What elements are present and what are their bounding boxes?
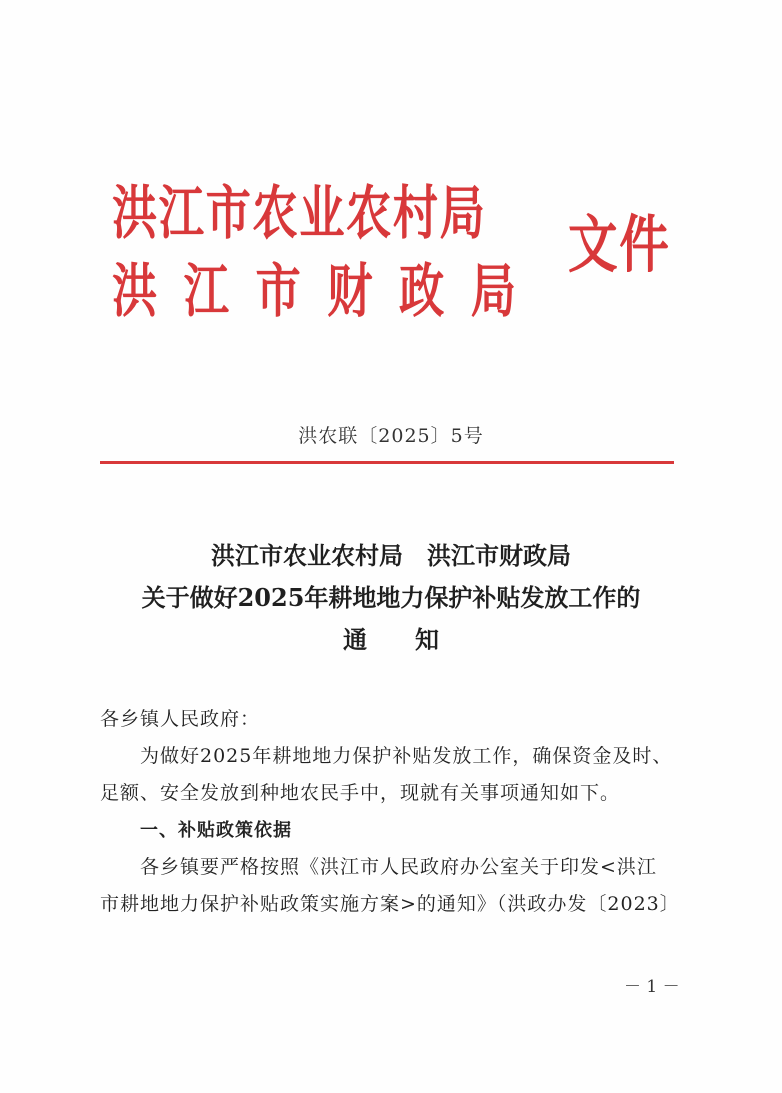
section-1-heading: 一、补贴政策依据 <box>140 820 292 841</box>
issuing-org-1: 洪江市农业农村局 <box>112 179 487 247</box>
salutation: 各乡镇人民政府： <box>100 708 261 730</box>
paragraph-2-line-1: 各乡镇要严格按照《洪江市人民政府办公室关于印发<洪江 <box>140 856 657 878</box>
document-header <box>112 172 682 342</box>
document-title <box>0 535 782 661</box>
page-number: － 1 － <box>624 977 680 997</box>
title-line-1: 洪江市农业农村局 洪江市财政局 <box>211 541 571 570</box>
red-divider-line <box>100 461 674 464</box>
document-body <box>100 701 680 923</box>
document-number: 洪农联〔2025〕5号 <box>298 425 484 447</box>
issuing-org-2: 洪江市财政局 <box>112 257 543 325</box>
paragraph-1-line-1: 为做好2025年耕地地力保护补贴发放工作，确保资金及时、 <box>140 745 673 767</box>
title-line-2: 关于做好2025年耕地地力保护补贴发放工作的 <box>141 583 641 612</box>
title-line-3: 通知 <box>343 625 487 654</box>
paragraph-2-line-2: 市耕地地力保护补贴政策实施方案>的通知》（洪政办发〔2023〕 <box>100 893 680 915</box>
paragraph-1-line-2: 足额、安全发放到种地农民手中，现就有关事项通知如下。 <box>100 782 621 804</box>
file-label: 文件 <box>568 208 671 281</box>
